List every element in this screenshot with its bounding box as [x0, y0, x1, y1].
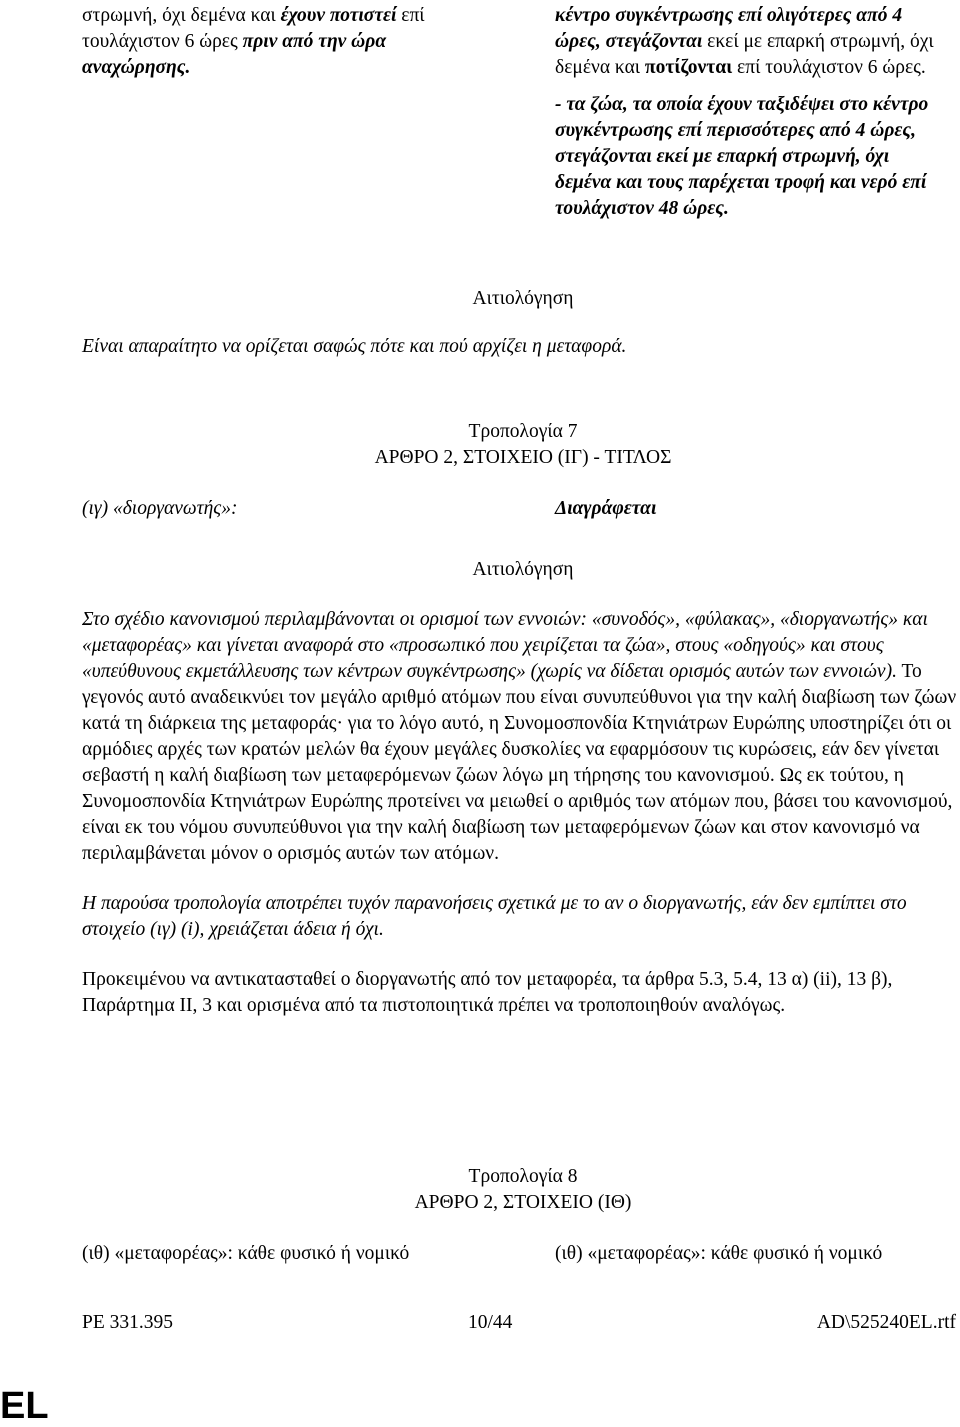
justification-paragraph-1-rest: Το γεγονός αυτό αναδεικνύει τον μεγάλο αριθμό ατόμων που είναι συνυπεύθυνοι για την καλή διαβίωση των ζώων κατά τη διάρκεια της μεταφοράς· για το λόγο αυτό, η Συνομοσπονδία Κτηνιάτρων Ευρώπης υποστηρίζει ότι οι αρμόδιες αρχές των κρατών μελών θα έχουν μεγάλες δυσκολίες να εφαρμόσουν τις κυρώσεις, εάν δεν γίνεται σεβαστή η καλή διαβίωση των μεταφερόμενων ζώων λόγω μη τήρησης του κανονισμού. Ως εκ τούτου, η Συνομοσπονδία Κτηνιάτρων Ευρώπης προτείνει να μειωθεί ο αριθμός των ατόμων που, βάσει του κανονισμού, είναι εκ του νόμου συνυπεύθυνοι για την καλή διαβίωση των μεταφερόμενων ζώων και στον κανονισμό να περιλαμβάνεται μόνον ο ορισμός αυτών των ατόμων. [82, 661, 957, 864]
right-text-a: εκεί με επαρκή στρωμνή, όχι δεμένα και [555, 31, 934, 78]
left-text-1: στρωμνή, όχι δεμένα και [82, 5, 281, 26]
justification-heading-2: Αιτιολόγηση [472, 559, 574, 580]
amendment-7-subtitle: ΑΡΘΡΟ 2, ΣΤΟΙΧΕΙΟ (ΙΓ) - ΤΙΤΛΟΣ [374, 447, 672, 468]
left-text-1-emph: έχουν ποτιστεί [280, 5, 397, 26]
right-text-a-bold: ποτίζονται [644, 57, 733, 78]
amendment-8-amended-text: (ιθ) «μεταφορέας»: κάθε φυσικό ή νομικό [555, 1243, 883, 1264]
justification-paragraph-2: Η παρούσα τροπολογία αποτρέπει τυχόν παρανοήσεις σχετικά με το αν ο διοργανωτής, εάν δεν εμπίπτει στο στοιχείο (ιγ) (i), χρειάζεται άδεια ή όχι. [82, 893, 907, 940]
right-column-continuation [555, 3, 945, 222]
footer-doc-ref: PE 331.395 [82, 1312, 174, 1333]
justification-paragraph-3: Προκειμένου να αντικατασταθεί ο διοργανωτής από τον μεταφορέα, τα άρθρα 5.3, 5.4, 13 α) (ii), 13 β), Παράρτημα ΙΙ, 3 και ορισμένα από τα πιστοποιητικά πρέπει να τροποποιηθούν αναλόγως. [82, 969, 893, 1016]
left-column-continuation [82, 3, 482, 81]
right-text-a-emph: κέντρο συγκέντρωσης επί ολιγότερες από 4 ώρες, στεγάζονται [555, 5, 903, 52]
justification-body-2 [82, 607, 960, 1019]
left-text-2-emph: πριν από την ώρα αναχώρησης. [82, 31, 387, 78]
amendment-8-subtitle: ΑΡΘΡΟ 2, ΣΤΟΙΧΕΙΟ (ΙΘ) [414, 1192, 632, 1213]
right-text-b: - τα ζώα, τα οποία έχουν ταξιδέψει στο κέντρο συγκέντρωσης επί περισσότερες από 4 ώρες, στεγάζονται εκεί με επαρκή στρωμνή, όχι δεμένα και τους παρέχεται τροφή και νερό επί τουλάχιστον 48 ώρες. [555, 94, 929, 219]
amendment-7-amended-text: Διαγράφεται [555, 498, 657, 519]
footer-page-number: 10/44 [468, 1312, 513, 1333]
amendment-7-original-text: (ιγ) «διοργανωτής»: [82, 498, 238, 519]
amendment-8-title: Τροπολογία 8 [468, 1166, 578, 1187]
right-text-a-end: επί τουλάχιστον 6 ώρες. [732, 57, 926, 78]
amendment-8-original-text: (ιθ) «μεταφορέας»: κάθε φυσικό ή νομικό [82, 1243, 410, 1264]
justification-paragraph-1 [82, 607, 960, 867]
language-badge: EL [0, 1385, 49, 1427]
page-footer [0, 1310, 960, 1350]
justification-paragraph-1-italic: Στο σχέδιο κανονισμού περιλαμβάνονται οι ορισμοί των εννοιών: «συνοδός», «φύλακας», «διοργανωτής» και «μεταφορέας» και γίνεται αναφορά στο «προσωπικό που χειρίζεται τα ζώα», στους «οδηγούς» και στους «υπεύθυνους εκμετάλλευσης των κέντρων συγκέντρωσης» (χωρίς να δίδεται ορισμός αυτών των εννοιών). [82, 609, 928, 682]
footer-file-name: AD\525240EL.rtf [816, 1312, 956, 1333]
justification-text-1: Είναι απαραίτητο να ορίζεται σαφώς πότε και πού αρχίζει η μεταφορά. [82, 336, 627, 357]
justification-heading-1: Αιτιολόγηση [472, 288, 574, 309]
left-text-2: επί τουλάχιστον 6 ώρες [82, 5, 425, 52]
amendment-7-title: Τροπολογία 7 [468, 421, 578, 442]
